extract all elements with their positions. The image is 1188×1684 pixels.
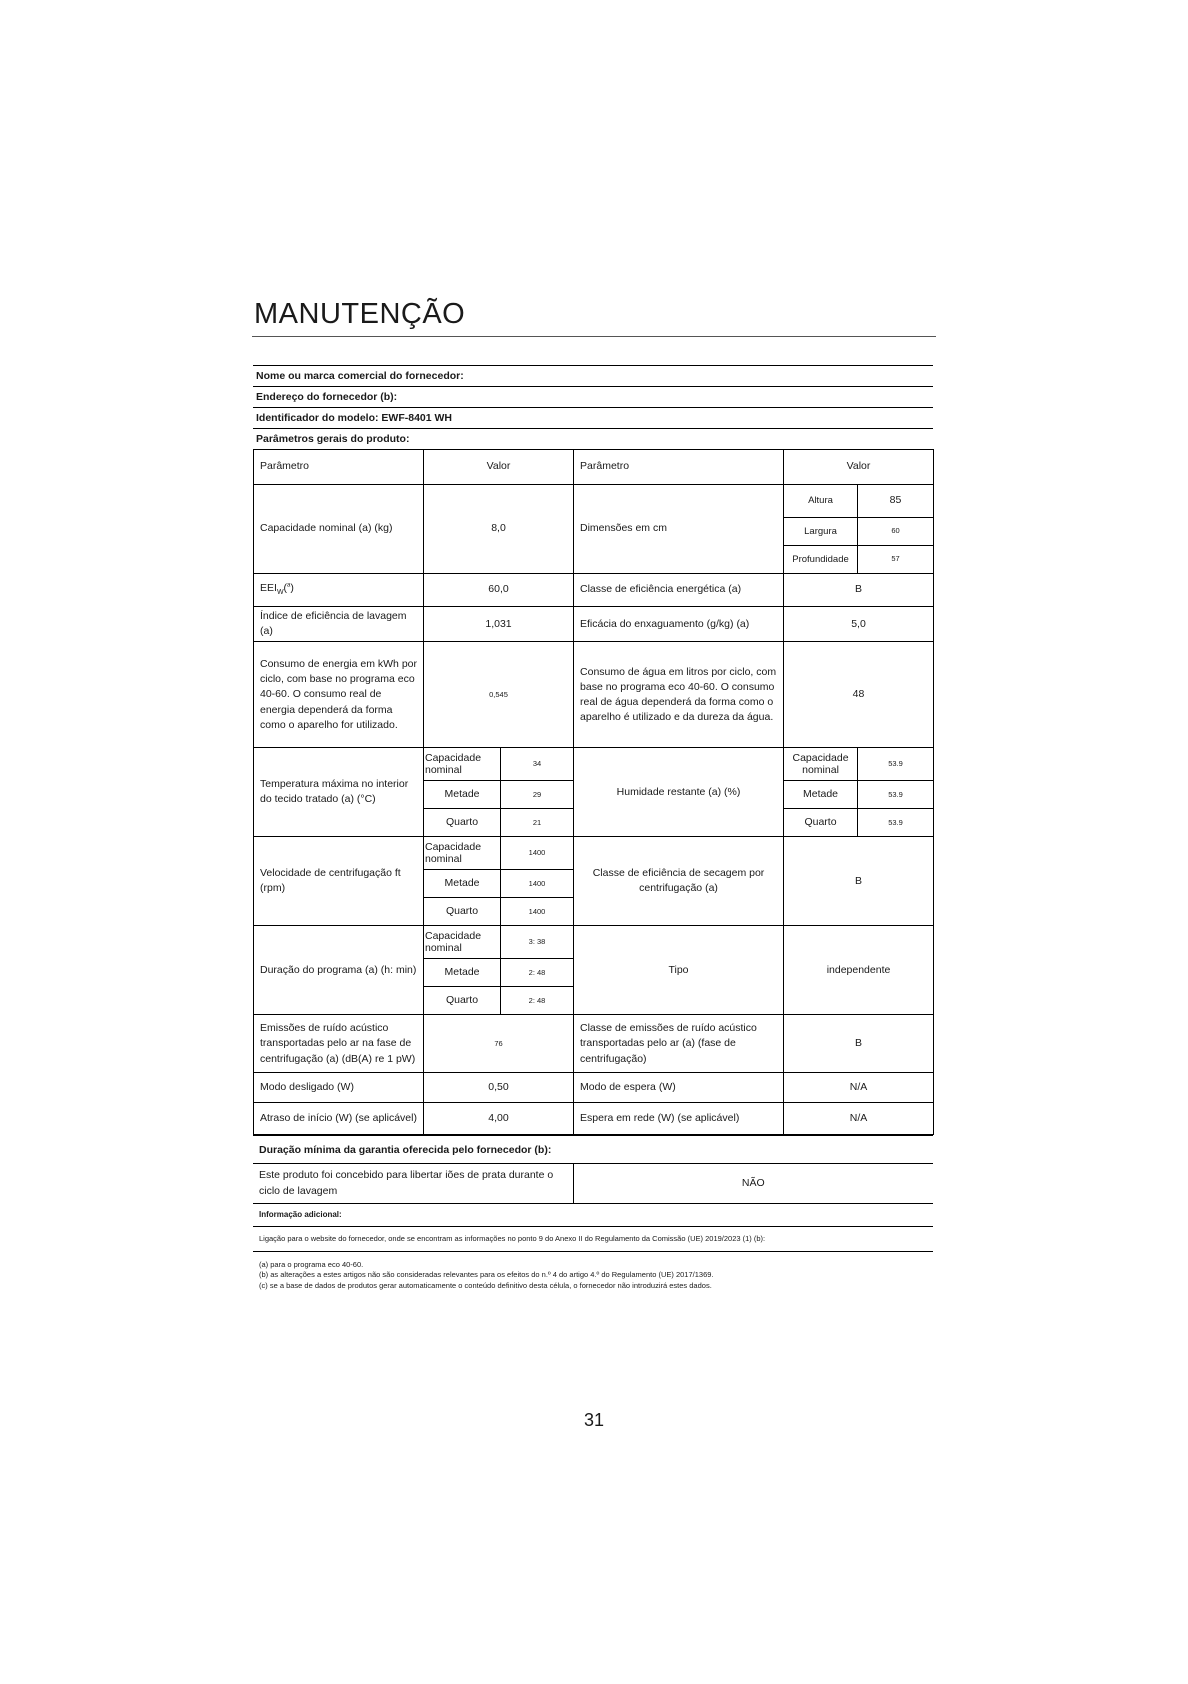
rinse-label: Eficácia do enxaguamento (g/kg) (a) bbox=[574, 607, 784, 642]
temperature-quarter: 21 bbox=[501, 809, 574, 837]
spin-class-label: Classe de eficiência de secagem por centrifugação (a) bbox=[574, 837, 784, 926]
spin-speed-half: 1400 bbox=[501, 870, 574, 898]
spin-speed-quarter: 1400 bbox=[501, 898, 574, 926]
load-half-label: Metade bbox=[424, 870, 501, 898]
page-title: MANUTENÇÃO bbox=[254, 298, 466, 330]
noise-class-value: B bbox=[784, 1015, 934, 1073]
duration-full: 3: 38 bbox=[501, 926, 574, 959]
off-mode-label: Modo desligado (W) bbox=[254, 1073, 424, 1103]
temperature-half: 29 bbox=[501, 781, 574, 809]
height-value: 85 bbox=[858, 485, 934, 518]
eei-label: $EEI_W(^a)$ bbox=[254, 574, 424, 607]
capacity-label: Capacidade nominal (a) (kg) bbox=[254, 485, 424, 574]
capacity-value: 8,0 bbox=[424, 485, 574, 574]
water-consumption-value: 48 bbox=[784, 642, 934, 748]
silver-ions-label: Este produto foi concebido para libertar iões de prata durante o ciclo de lavagem bbox=[253, 1164, 573, 1203]
supplier-website-link-row: Ligação para o website do fornecedor, onde se encontram as informações no ponto 9 do Anexo II do Regulamento da Comissão (UE) 2019/2023 (1) (b): bbox=[253, 1227, 933, 1252]
duration-label: Duração do programa (a) (h: min) bbox=[254, 926, 424, 1015]
spin-speed-label: Velocidade de centrifugação ft (rpm) bbox=[254, 837, 424, 926]
temperature-full: 34 bbox=[501, 748, 574, 781]
value-header: Valor bbox=[784, 450, 934, 485]
load-half-label: Metade bbox=[424, 781, 501, 809]
load-quarter-label: Quarto bbox=[784, 809, 858, 837]
noise-class-label: Classe de emissões de ruído acústico transportadas pelo ar (a) (fase de centrifugação) bbox=[574, 1015, 784, 1073]
load-full-label: Capacidade nominal bbox=[424, 837, 501, 870]
humidity-label: Humidade restante (a) (%) bbox=[574, 748, 784, 837]
warranty-row: Duração mínima da garantia oferecida pelo fornecedor (b): bbox=[253, 1135, 933, 1163]
param-header: Parâmetro bbox=[574, 450, 784, 485]
wash-index-value: 1,031 bbox=[424, 607, 574, 642]
footnote: (b) as alterações a estes artigos não são consideradas relevantes para os efeitos do n.º 4 do artigo 4.º do Regulamento (UE) 2017/1369. bbox=[259, 1270, 714, 1280]
off-mode-value: 0,50 bbox=[424, 1073, 574, 1103]
model-identifier-row: Identificador do modelo: EWF-8401 WH bbox=[253, 407, 933, 428]
water-consumption-label: Consumo de água em litros por ciclo, com base no programa eco 40-60. O consumo real de água dependerá da forma como o aparelho é utilizado e da dureza da água. bbox=[574, 642, 784, 748]
delay-start-label: Atraso de início (W) (se aplicável) bbox=[254, 1103, 424, 1135]
load-quarter-label: Quarto bbox=[424, 809, 501, 837]
network-standby-label: Espera em rede (W) (se aplicável) bbox=[574, 1103, 784, 1135]
network-standby-value: N/A bbox=[784, 1103, 934, 1135]
depth-value: 57 bbox=[858, 546, 934, 574]
silver-ions-value: NÃO bbox=[573, 1164, 933, 1203]
type-label: Tipo bbox=[574, 926, 784, 1015]
additional-info-label: Informação adicional: bbox=[253, 1204, 933, 1227]
title-divider bbox=[252, 336, 936, 337]
standby-label: Modo de espera (W) bbox=[574, 1073, 784, 1103]
duration-half: 2: 48 bbox=[501, 959, 574, 987]
spin-speed-full: 1400 bbox=[501, 837, 574, 870]
humidity-half: 53.9 bbox=[858, 781, 934, 809]
height-label: Altura bbox=[784, 485, 858, 518]
humidity-quarter: 53.9 bbox=[858, 809, 934, 837]
silver-ions-table bbox=[253, 1163, 933, 1203]
energy-consumption-label: Consumo de energia em kWh por ciclo, com base no programa eco 40-60. O consumo real de energia dependerá da forma como o aparelho for utilizado. bbox=[254, 642, 424, 748]
footnote: (c) se a base de dados de produtos gerar automaticamente o conteúdo definitivo desta célula, o fornecedor não introduzirá estes dados. bbox=[259, 1280, 712, 1290]
standby-value: N/A bbox=[784, 1073, 934, 1103]
footnote: (a) para o programa eco 40-60. bbox=[259, 1259, 364, 1269]
type-value: independente bbox=[784, 926, 934, 1015]
load-full-label: Capacidade nominal bbox=[424, 748, 501, 781]
load-half-label: Metade bbox=[424, 959, 501, 987]
product-information-sheet bbox=[253, 365, 933, 1291]
value-header: Valor bbox=[424, 450, 574, 485]
width-label: Largura bbox=[784, 518, 858, 546]
param-header: Parâmetro bbox=[254, 450, 424, 485]
width-value: 60 bbox=[858, 518, 934, 546]
energy-consumption-value: 0,545 bbox=[424, 642, 574, 748]
humidity-full: 53.9 bbox=[858, 748, 934, 781]
load-quarter-label: Quarto bbox=[424, 898, 501, 926]
duration-quarter: 2: 48 bbox=[501, 987, 574, 1015]
wash-index-label: Índice de eficiência de lavagem (a) bbox=[254, 607, 424, 642]
depth-label: Profundidade bbox=[784, 546, 858, 574]
spin-class-value: B bbox=[784, 837, 934, 926]
delay-start-value: 4,00 bbox=[424, 1103, 574, 1135]
temperature-label: Temperatura máxima no interior do tecido tratado (a) (°C) bbox=[254, 748, 424, 837]
load-quarter-label: Quarto bbox=[424, 987, 501, 1015]
supplier-name-row: Nome ou marca comercial do fornecedor: bbox=[253, 365, 933, 386]
supplier-address-row: Endereço do fornecedor (b): bbox=[253, 386, 933, 407]
load-full-label: Capacidade nominal bbox=[424, 926, 501, 959]
load-half-label: Metade bbox=[784, 781, 858, 809]
page-number: 31 bbox=[583, 1410, 605, 1430]
parameters-table bbox=[253, 449, 934, 1135]
dimensions-label: Dimensões em cm bbox=[574, 485, 784, 574]
noise-label: Emissões de ruído acústico transportadas pelo ar na fase de centrifugação (a) (dB(A) re 1 pW) bbox=[254, 1015, 424, 1073]
general-parameters-row: Parâmetros gerais do produto: bbox=[253, 428, 933, 449]
rinse-value: 5,0 bbox=[784, 607, 934, 642]
energy-class-value: B bbox=[784, 574, 934, 607]
energy-class-label: Classe de eficiência energética (a) bbox=[574, 574, 784, 607]
footnotes bbox=[253, 1260, 933, 1292]
eei-value: 60,0 bbox=[424, 574, 574, 607]
noise-value: 76 bbox=[424, 1015, 574, 1073]
load-full-label: Capacidade nominal bbox=[784, 748, 858, 781]
